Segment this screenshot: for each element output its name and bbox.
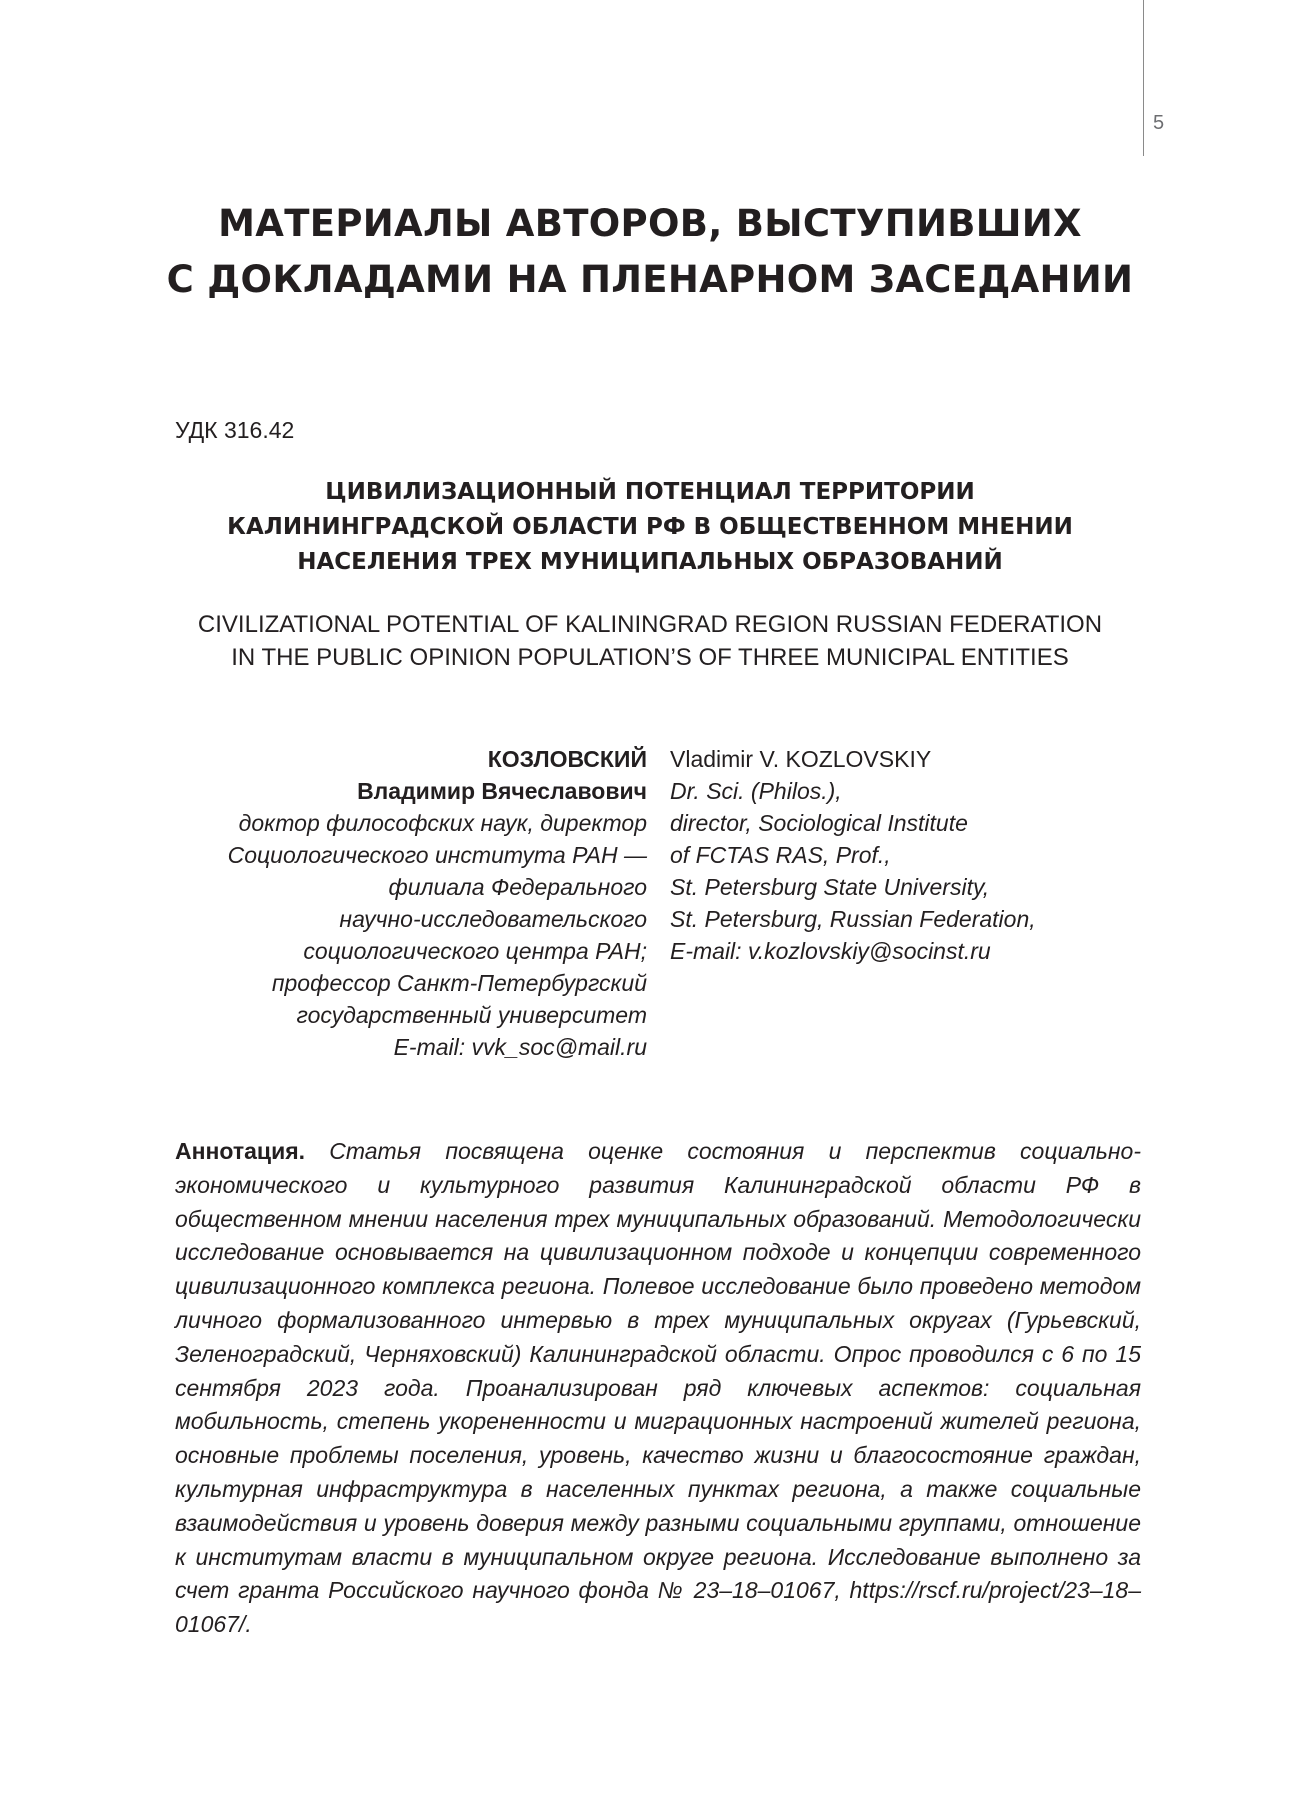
author-affiliation-line: филиала Федерального <box>388 874 647 900</box>
author-affiliation-line: доктор философских наук, директор <box>238 810 647 836</box>
abstract <box>175 1135 1141 1642</box>
title-ru-line: НАСЕЛЕНИЯ ТРЕХ МУНИЦИПАЛЬНЫХ ОБРАЗОВАНИЙ <box>297 549 1003 575</box>
title-ru-line: КАЛИНИНГРАДСКОЙ ОБЛАСТИ РФ В ОБЩЕСТВЕННОМ МНЕНИИ <box>227 514 1073 540</box>
page-number: 5 <box>1153 112 1165 134</box>
title-en-line: CIVILIZATIONAL POTENTIAL OF KALININGRAD REGION RUSSIAN FEDERATION <box>197 611 1103 638</box>
author-affiliation-line: of FCTAS RAS, Prof., <box>670 842 891 868</box>
author-name-en: Vladimir V. KOZLOVSKIY <box>670 746 932 772</box>
section-heading-line: С ДОКЛАДАМИ НА ПЛЕНАРНОМ ЗАСЕДАНИИ <box>166 258 1134 301</box>
section-heading <box>100 196 1200 308</box>
author-affiliation-line: Социологического института РАН — <box>227 842 647 868</box>
author-info-en <box>670 743 1150 967</box>
author-affiliation-line: St. Petersburg State University, <box>670 874 990 900</box>
author-email-en: E-mail: v.kozlovskiy@socinst.ru <box>670 938 991 964</box>
abstract-label: Аннотация. <box>175 1138 306 1164</box>
author-info-ru <box>150 743 647 1063</box>
author-affiliation-line: director, Sociological Institute <box>670 810 968 836</box>
abstract-text: Статья посвящена оценке состояния и перспектив социально-экономического и культурного развития Калининградской области РФ в общественном мнении населения трех муниципальных образований. Методологически исследование основывается на цивилизационном подходе и концепции современного цивилизационного комплекса региона. Полевое исследование было проведено методом личного формализованного интервью в трех муниципальных округах (Гурьевский, Зеленоградский, Черняховский) Калининградской области. Опрос проводился с 6 по 15 сентября 2023 года. Проанализирован ряд ключевых аспектов: социальная мобильность, степень укорененности и миграционных настроений жителей региона, основные проблемы поселения, уровень, качество жизни и благосостояние граждан, культурная инфраструктура в населенных пунктах региона, а также социальные взаимодействия и уровень доверия между разными социальными группами, отношение к институтам власти в муниципальном округе региона. Исследование выполнено за счет гранта Российского научного фонда № 23–18–01067, https://rscf.ru/project/23–18–01067/. <box>175 1138 1142 1638</box>
section-heading-line: МАТЕРИАЛЫ АВТОРОВ, ВЫСТУПИВШИХ <box>218 202 1082 245</box>
author-affiliation-line: научно-исследовательского <box>339 906 647 932</box>
author-affiliation-line: Dr. Sci. (Philos.), <box>670 778 842 804</box>
article-title-en <box>150 608 1150 674</box>
author-affiliation-line: социологического центра РАН; <box>303 938 647 964</box>
udc-code: УДК 316.42 <box>175 417 295 443</box>
author-affiliation-line: государственный университет <box>296 1002 647 1028</box>
author-given-names-ru: Владимир Вячеславович <box>357 778 647 804</box>
author-surname-ru: КОЗЛОВСКИЙ <box>487 746 647 772</box>
author-affiliation-line: профессор Санкт-Петербургский <box>271 970 647 996</box>
title-en-line: IN THE PUBLIC OPINION POPULATION’S OF THREE MUNICIPAL ENTITIES <box>231 644 1069 671</box>
article-title-ru <box>150 475 1150 580</box>
header-rule <box>1143 0 1144 156</box>
author-affiliation-line: St. Petersburg, Russian Federation, <box>670 906 1036 932</box>
author-email-ru: E-mail: vvk_soc@mail.ru <box>393 1034 647 1060</box>
title-ru-line: ЦИВИЛИЗАЦИОННЫЙ ПОТЕНЦИАЛ ТЕРРИТОРИИ <box>325 479 975 505</box>
